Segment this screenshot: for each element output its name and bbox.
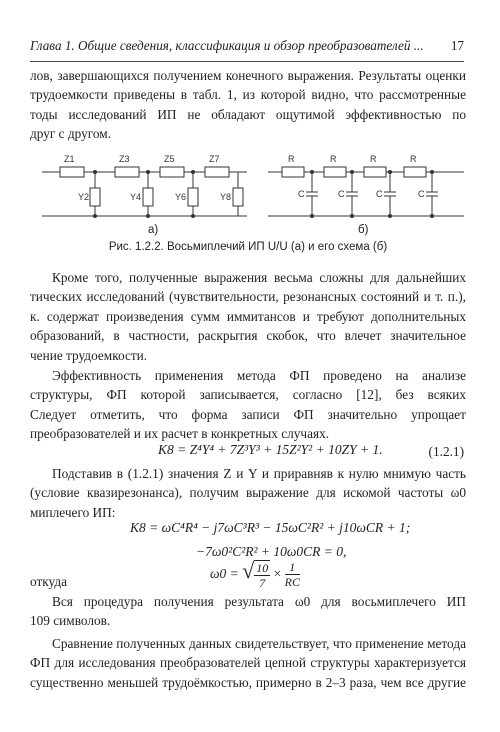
label-y6: Y6 [175, 192, 187, 202]
text-line: Эффективность применения метода ФП проведено на анализе [52, 368, 466, 383]
header-rule [30, 61, 464, 62]
fraction-1-rc: $\frac{1}{RC}$ [284, 560, 300, 590]
text-line: тоды исследований ИП не обладают ощутимой эффективностью по [30, 106, 466, 122]
subfigure-label-b: б) [358, 224, 369, 236]
equation-quasi-resonance: −7ω0²C²R² + 10ω0CR = 0, [196, 544, 347, 559]
subfigure-label-a: а) [148, 224, 159, 236]
circuit-diagram-a [40, 150, 250, 222]
paragraph-6 [30, 634, 466, 692]
equation-k8-expanded: K8 = ωC⁴R⁴ − j7ωC³R³ − 15ωC²R² + j10ωCR + 1; [130, 520, 411, 535]
figure-caption: Рис. 1.2.2. Восьмиплечий ИП U/U (а) и его схема (б) [108, 241, 388, 253]
label-r1: R [288, 154, 295, 164]
fraction-10-7: $\frac{10}{7}$ [256, 560, 269, 590]
label-z7: Z7 [209, 154, 220, 164]
paragraph-3 [30, 366, 466, 444]
label-c2: C [338, 189, 345, 199]
text-line: существенно меньшей трудоёмкостью, примерно в 2–3 раза, чем все другие [30, 674, 466, 690]
text-line: Следует отметить, что форма записи ФП значительно упрощает [30, 406, 466, 422]
text-line: лов, завершающихся получением конечного выражения. Результаты оценки [30, 68, 466, 83]
running-header [30, 38, 464, 60]
text-line: Сравнение полученных данных свидетельствует, что применение метода [52, 636, 466, 651]
text-line: Кроме того, полученные выражения весьма сложны для дальнейших [52, 270, 466, 285]
label-z1: Z1 [64, 154, 75, 164]
text-line: чение трудоемкости. [30, 347, 148, 363]
equation-1-2-1: K8 = Z⁴Y⁴ + 7Z³Y³ + 15Z²Y² + 10ZY + 1. [158, 442, 383, 457]
text-line: 109 символов. [30, 613, 111, 629]
otkuda-label [30, 572, 90, 591]
equation-number: (1.2.1) [428, 444, 464, 459]
label-c3: C [376, 189, 383, 199]
text-line: (условие квазирезонанса), получим выражение для искомой частоты ω0 [30, 485, 466, 501]
chapter-title: Глава 1. Общие сведения, классификация и обзор преобразователей ... [30, 38, 424, 53]
text-line: к. содержат произведения сумм иммитансов и требуют дополнительных [30, 308, 466, 324]
text-line: образований, в частности, раскрытия скобок, что влечет значительное [30, 328, 466, 344]
omega-lhs: ω0 = [210, 566, 239, 581]
times-sign: × [273, 566, 282, 581]
label-z5: Z5 [164, 154, 175, 164]
label-r2: R [330, 154, 337, 164]
text-line: структуры, ФП которой записывается, согласно [12], без всяких [30, 387, 466, 403]
label-y4: Y4 [130, 192, 142, 202]
label-c1: C [298, 189, 305, 199]
label-c4: C [418, 189, 425, 199]
text-line: преобразователей и их расчет в конкретных случаях. [30, 426, 330, 442]
label-r3: R [370, 154, 377, 164]
paragraph-5 [30, 592, 466, 631]
equation-omega0 [210, 558, 300, 590]
text-line: откуда [30, 574, 68, 589]
label-r4: R [410, 154, 417, 164]
text-line: трудоемкости приведены в табл. 1, из которой видно, что рассмотренные [30, 87, 466, 103]
text-line: тических исследований (чувствительности, резонансных состояний и т. п.), [30, 289, 466, 305]
text-line: ФП для исследования преобразователей цепной структуры характеризуется [30, 655, 466, 671]
paragraph-1 [30, 66, 466, 144]
label-y2: Y2 [78, 192, 90, 202]
text-line: друг с другом. [30, 126, 112, 142]
text-line: миплечего ИП: [30, 504, 116, 520]
paragraph-4 [30, 464, 466, 522]
circuit-diagram-b [268, 150, 468, 222]
page-number: 17 [450, 38, 464, 53]
paragraph-2 [30, 268, 466, 365]
label-y8: Y8 [220, 192, 232, 202]
label-z3: Z3 [119, 154, 130, 164]
sqrt-icon: √ [242, 558, 255, 583]
text-line: Вся процедура получения результата ω0 для восьмиплечего ИП [52, 594, 466, 609]
text-line: Подставив в (1.2.1) значения Z и Y и приравняв к нулю мнимую часть [52, 466, 466, 481]
